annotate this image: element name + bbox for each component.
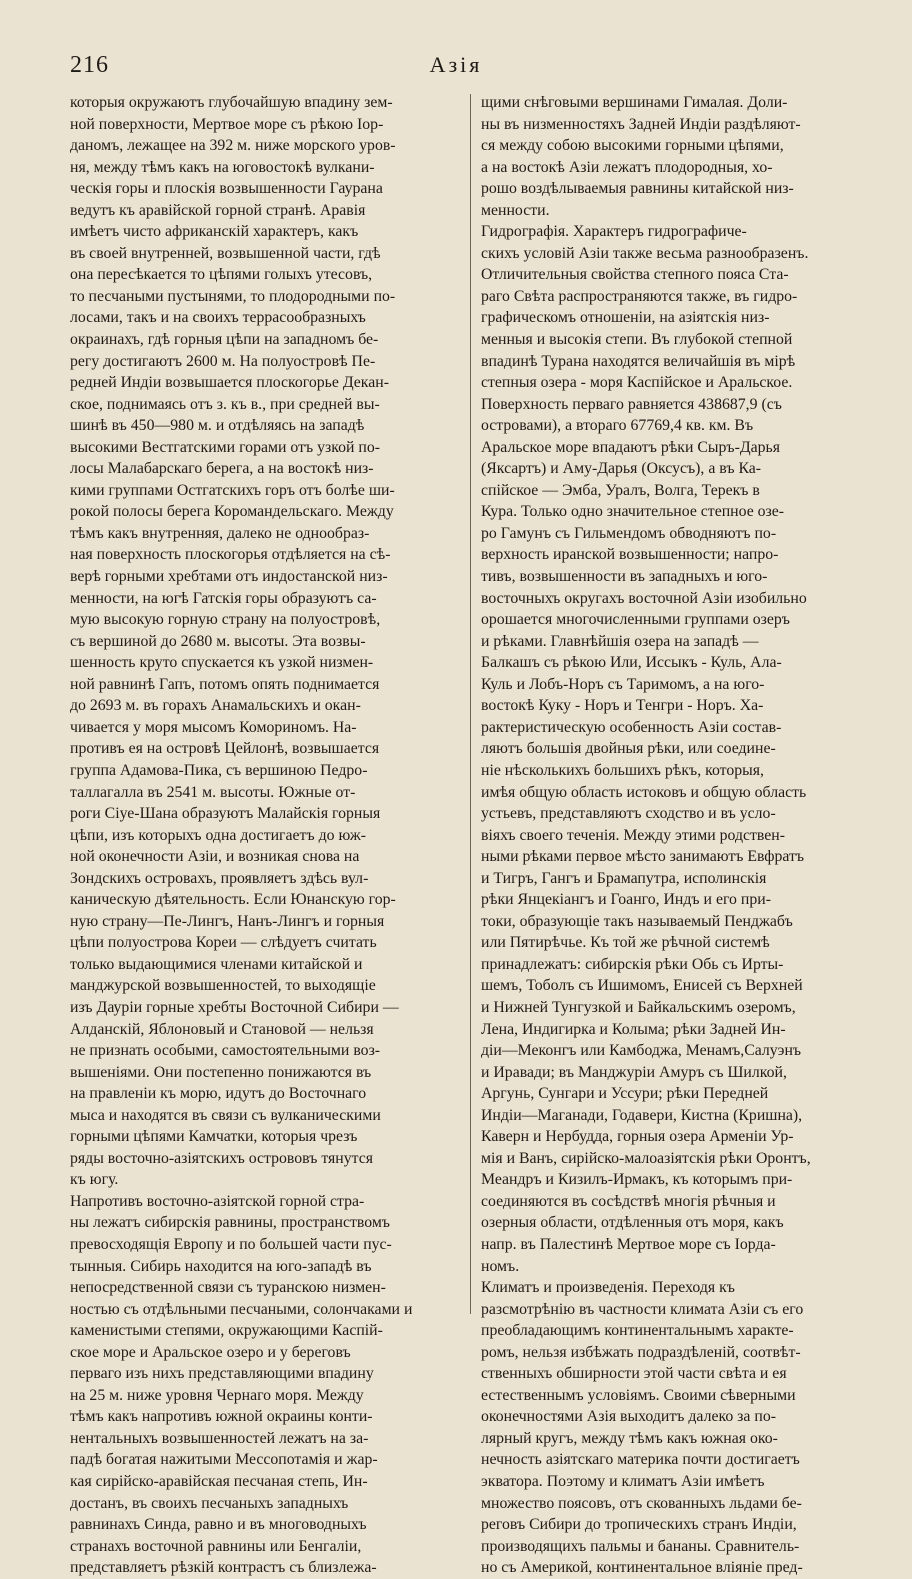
text-line: а на востокѣ Азіи лежатъ плодородныя, хо- bbox=[481, 158, 773, 176]
text-line: не признать особыми, самостоятельными воз- bbox=[70, 1042, 381, 1060]
text-line: чивается у моря мысомъ Комориномъ. На- bbox=[70, 718, 357, 736]
text-line: шемъ, Тоболъ съ Ишимомъ, Енисей съ Верхней bbox=[481, 977, 803, 995]
text-line: нентальныхъ возвышенностей лежатъ на за- bbox=[70, 1429, 369, 1447]
text-line: ны лежатъ сибирскія равнины, пространствомъ bbox=[70, 1214, 390, 1232]
text-line: и Нижней Тунгузкой и Байкальскимъ озеромъ, bbox=[481, 998, 796, 1016]
text-line: на правленіи къ морю, идутъ до Восточнаго bbox=[70, 1085, 367, 1103]
text-line: высокими Вестгатскими горами отъ узкой по- bbox=[70, 438, 381, 456]
text-line: но съ Америкой, континентальное вліяніе пред- bbox=[481, 1559, 803, 1577]
text-line: (Яксартъ) и Аму-Дарья (Оксусъ), а въ Ка- bbox=[481, 460, 762, 478]
text-line: превосходящія Европу и по большей части пус- bbox=[70, 1235, 392, 1253]
text-line: озерныя области, отдѣленныя отъ моря, какъ bbox=[481, 1214, 784, 1232]
text-line: принадлежатъ: сибирскія рѣки Обь съ Ирты- bbox=[481, 955, 784, 973]
text-line: шенность круто спускается къ узкой низмен- bbox=[70, 654, 374, 672]
text-line: она пересѣкается то цѣпями голыхъ утесовъ, bbox=[70, 266, 373, 284]
text-line: графическомъ отношеніи, на азіятскія низ- bbox=[481, 309, 770, 327]
text-line: непосредственной связи съ туранскою низмен- bbox=[70, 1279, 386, 1297]
text-line: напр. въ Палестинѣ Мертвое море съ Іорда- bbox=[481, 1235, 776, 1253]
text-line: даномъ, лежащее на 392 м. ниже морского уров- bbox=[70, 137, 396, 155]
text-line: мія и Ванъ, сирійско-малоазіятскія рѣки Оронтъ, bbox=[481, 1149, 811, 1167]
text-line: рошо воздѣлываемыя равнины китайской низ- bbox=[481, 180, 794, 198]
text-line: кими группами Остгатскихъ горъ отъ болѣе ши- bbox=[70, 481, 395, 499]
text-line: преобладающимъ континентальнымъ характе- bbox=[481, 1322, 794, 1340]
text-line: ское, поднимаясь отъ з. къ в., при средней вы- bbox=[70, 395, 380, 413]
text-line: Климатъ и произведенія. Переходя къ bbox=[481, 1279, 735, 1297]
text-line: окраинахъ, гдѣ горныя цѣпи на западномъ бе- bbox=[70, 331, 379, 349]
text-line: изъ Дауріи горные хребты Восточной Сибири — bbox=[70, 998, 399, 1016]
text-line: вышеніями. Они постепенно понижаются въ bbox=[70, 1063, 372, 1081]
text-line: каническую дѣятельность. Если Юнанскую гор- bbox=[70, 891, 396, 909]
text-line: Поверхность перваго равняется 438687,9 (съ bbox=[481, 395, 782, 413]
text-line: раго Свѣта распространяются также, въ гидро- bbox=[481, 287, 798, 305]
text-line: верѣ горными хребтами отъ индостанской низ- bbox=[70, 568, 388, 586]
text-line: Каверн и Нербудда, горныя озера Арменіи Ур- bbox=[481, 1128, 794, 1146]
text-line: соединяются въ сосѣдствѣ многія рѣчныя и bbox=[481, 1192, 776, 1210]
text-line: экватора. Поэтому и климатъ Азіи имѣетъ bbox=[481, 1473, 765, 1490]
text-line: мыса и находятся въ связи съ вулканическими bbox=[70, 1106, 381, 1124]
text-line: до 2693 м. въ горахъ Анамальскихъ и окан- bbox=[70, 697, 361, 715]
text-line: цѣпи полуострова Кореи — слѣдуетъ считать bbox=[70, 934, 377, 952]
text-line: ческія горы и плоскія возвышенности Гаурана bbox=[70, 180, 383, 198]
text-line: Аргунь, Сунгари и Уссури; рѣки Передней bbox=[481, 1085, 769, 1103]
text-line: ся между собою высокими горными цѣпями, bbox=[481, 137, 784, 155]
text-line: каменистыми степями, окружающими Каспій- bbox=[70, 1322, 383, 1340]
text-line: на 25 м. ниже уровня Чернаго моря. Между bbox=[70, 1386, 364, 1404]
text-line: Гидрографія. Характеръ гидрографиче- bbox=[481, 223, 747, 241]
text-line: то песчаными пустынями, то плодородными по- bbox=[70, 287, 396, 305]
text-line: ляютъ большія двойныя рѣки, или соедине- bbox=[481, 740, 776, 758]
column-divider bbox=[470, 94, 471, 1314]
page-number: 216 bbox=[70, 52, 109, 78]
running-title: Азія bbox=[429, 52, 483, 77]
text-line: которыя окружаютъ глубочайшую впадину зем- bbox=[70, 94, 393, 111]
text-line: ское море и Аральское озеро и у береговъ bbox=[70, 1343, 351, 1361]
text-line: ной поверхности, Мертвое море съ рѣкою Іор- bbox=[70, 115, 384, 133]
text-line: къ югу. bbox=[70, 1171, 119, 1189]
text-line: и Иравади; въ Манджуріи Амуръ съ Шилкой, bbox=[481, 1063, 787, 1081]
text-line: ностью съ отдѣльными песчаными, солончаками и bbox=[70, 1300, 413, 1318]
text-line: съ вершиной до 2680 м. высоты. Эта возвы- bbox=[70, 632, 366, 650]
text-line: группа Адамова-Пика, съ вершиною Педро- bbox=[70, 761, 368, 779]
text-line: тынныя. Сибирь находится на юго-западѣ въ bbox=[70, 1257, 372, 1275]
text-line: ной равнинѣ Гапъ, потомъ опять поднимается bbox=[70, 675, 380, 693]
text-line: восточныхъ округахъ восточной Азіи изобильно bbox=[481, 589, 807, 607]
text-line: степныя озера - моря Каспійское и Аральское. bbox=[481, 374, 793, 392]
text-line: Напротивъ восточно-азіятской горной стра- bbox=[70, 1192, 365, 1210]
text-line: въ своей внутренней, возвышенной части, гдѣ bbox=[70, 244, 381, 262]
text-line: реговъ Сибири до тропическихъ странъ Индіи, bbox=[481, 1516, 797, 1534]
text-line: цѣпи, изъ которыхъ одна достигаетъ до юж- bbox=[70, 826, 367, 844]
text-line: токи, образующіе такъ называемый Пенджабъ bbox=[481, 912, 793, 930]
text-line: ро Гамунъ съ Гильмендомъ обводняютъ по- bbox=[481, 524, 777, 542]
text-line: Отличительныя свойства степного пояса Ста- bbox=[481, 266, 789, 284]
text-line: и Тигръ, Гангъ и Брамапутра, исполинскія bbox=[481, 869, 767, 887]
text-line: оконечностями Азія выходитъ далеко за по- bbox=[481, 1408, 776, 1426]
text-line: представляетъ рѣзкій контрастъ съ близлежа- bbox=[70, 1559, 377, 1577]
text-line: ная поверхность плоскогорья отдѣляется на сѣ- bbox=[70, 546, 391, 564]
text-line: перваго изъ нихъ представляющими впадину bbox=[70, 1365, 374, 1383]
text-line: щими снѣговыми вершинами Гималая. Доли- bbox=[481, 94, 788, 111]
text-line: Меандръ и Кизилъ-Ирмакъ, къ которымъ при- bbox=[481, 1171, 793, 1189]
text-line: падѣ богатая нажитыми Мессопотамія и жар- bbox=[70, 1451, 378, 1469]
text-line: номъ. bbox=[481, 1257, 520, 1275]
text-line: производящихъ пальмы и бананы. Сравнитель- bbox=[481, 1537, 800, 1555]
text-line: впадинѣ Турана находятся величайшія въ мірѣ bbox=[481, 352, 796, 370]
text-line: менности, на югѣ Гатскія горы образуютъ са- bbox=[70, 589, 377, 607]
text-line: горными цѣпями Камчатки, которыя чрезъ bbox=[70, 1128, 358, 1146]
text-line: естественнымъ условіямъ. Своими сѣверными bbox=[481, 1386, 796, 1404]
text-line: странахъ восточной равнины или Бенгаліи, bbox=[70, 1537, 362, 1555]
text-line: востокѣ Куку - Норъ и Тенгри - Норъ. Ха- bbox=[481, 697, 764, 715]
text-line: имѣетъ чисто африканскій характеръ, какъ bbox=[70, 223, 359, 241]
text-line: шинѣ въ 450—980 м. и отдѣляясь на западѣ bbox=[70, 417, 365, 435]
text-line: Аральское море впадаютъ рѣки Сыръ-Дарья bbox=[481, 438, 781, 456]
text-line: скихъ условій Азіи также весьма разнообразенъ. bbox=[481, 244, 809, 262]
text-line: Кура. Только одно значительное степное озе- bbox=[481, 503, 785, 521]
text-line: Алданскій, Яблоновый и Становой — нельзя bbox=[70, 1020, 374, 1038]
text-line: верхность иранской возвышенности; напро- bbox=[481, 546, 779, 564]
text-line: рѣки Янцекіангъ и Гоанго, Индъ и его при- bbox=[481, 891, 771, 909]
text-line: манджурской возвышенностей, то выходящіе bbox=[70, 977, 376, 995]
text-line: мую высокую горную страну на полуостровѣ, bbox=[70, 611, 381, 629]
text-line: ромъ, нельзя избѣжать подраздѣленій, соотвѣт- bbox=[481, 1343, 801, 1361]
text-line: только выдающимися членами китайской и bbox=[70, 955, 363, 973]
text-line: ственныхъ обширности этой части свѣта и ея bbox=[481, 1365, 787, 1383]
text-line: менныя и высокія степи. Въ глубокой степной bbox=[481, 331, 793, 349]
text-line: ня, между тѣмъ какъ на юговостокѣ вулкани- bbox=[70, 158, 375, 176]
text-line: имѣя общую область истоковъ и общую область bbox=[481, 783, 807, 801]
text-line: кая сирійско-аравійская песчаная степь, Ин- bbox=[70, 1473, 368, 1490]
text-line: или Пятирѣчье. Къ той же рѣчной системѣ bbox=[481, 934, 770, 952]
text-line: и рѣками. Главнѣйшія озера на западѣ — bbox=[481, 632, 759, 650]
text-line: лярный кругъ, между тѣмъ какъ южная око- bbox=[481, 1429, 778, 1447]
text-line: рактеристическую особенность Азіи состав- bbox=[481, 718, 782, 736]
text-line: ряды восточно-азіятскихъ острововъ тянутся bbox=[70, 1149, 374, 1167]
text-line: рокой полосы берега Коромандельскаго. Между bbox=[70, 503, 394, 521]
text-line: устьевъ, представляютъ сходство и въ усло- bbox=[481, 805, 776, 823]
text-line: редней Индіи возвышается плоскогорье Декан- bbox=[70, 374, 389, 392]
text-line: тивъ, возвышенности въ западныхъ и юго- bbox=[481, 568, 768, 586]
text-line: достанъ, въ своихъ песчаныхъ западныхъ bbox=[70, 1494, 349, 1512]
text-line: віяхъ своего теченія. Между этими родствен- bbox=[481, 826, 785, 844]
text-line: Индіи—Маганади, Годавери, Кистна (Кришна), bbox=[481, 1106, 803, 1124]
text-line: ведутъ къ аравійской горной странѣ. Аравія bbox=[70, 201, 366, 219]
text-line: таллагалла въ 2541 м. высоты. Южные от- bbox=[70, 783, 356, 801]
text-line: орошается многочисленными группами озеръ bbox=[481, 611, 790, 629]
text-line: спійское — Эмба, Уралъ, Волга, Терекъ в bbox=[481, 481, 760, 499]
text-line: Куль и Лобъ-Норъ съ Таримомъ, а на юго- bbox=[481, 675, 765, 693]
text-line: противъ ея на островѣ Цейлонѣ, возвышается bbox=[70, 740, 380, 758]
text-line: разсмотрѣнію въ частности климата Азіи съ его bbox=[481, 1300, 804, 1318]
text-line: менности. bbox=[481, 201, 550, 219]
text-line: ніе нѣсколькихъ большихъ рѣкъ, которыя, bbox=[481, 761, 764, 779]
text-line: ными рѣками первое мѣсто занимаютъ Евфратъ bbox=[481, 848, 805, 866]
text-line: тѣмъ какъ внутренняя, далеко не однообраз- bbox=[70, 524, 370, 542]
text-line: равнинахъ Синда, равно и въ многоводныхъ bbox=[70, 1516, 367, 1534]
text-line: ную страну—Пе-Лингъ, Нанъ-Лингъ и горныя bbox=[70, 912, 385, 930]
text-line: регу достигаютъ 2600 м. На полуостровѣ Пе- bbox=[70, 352, 376, 370]
text-line: роги Сіуе-Шана образуютъ Малайскія горныя bbox=[70, 805, 381, 823]
text-line: множество поясовъ, отъ скованныхъ льдами бе- bbox=[481, 1494, 802, 1512]
text-line: ны въ низменностяхъ Задней Индіи раздѣляют- bbox=[481, 115, 801, 133]
text-line: лосами, такъ и на своихъ террасообразныхъ bbox=[70, 309, 366, 327]
text-line: Балкашъ съ рѣкою Или, Иссыкъ - Куль, Ала- bbox=[481, 654, 782, 672]
text-line: лосы Малабарскаго берега, а на востокѣ низ- bbox=[70, 460, 374, 478]
text-line: нечность азіятскаго материка почти достигаетъ bbox=[481, 1451, 800, 1469]
text-line: тѣмъ какъ напротивъ южной окраины конти- bbox=[70, 1408, 373, 1426]
text-line: діи—Меконгъ или Камбоджа, Менамъ,Салуэнъ bbox=[481, 1042, 802, 1060]
text-line: Лена, Индигирка и Колыма; рѣки Задней Ин- bbox=[481, 1020, 786, 1038]
text-line: Зондскихъ островахъ, проявляетъ здѣсь вул- bbox=[70, 869, 369, 887]
text-line: ной оконечности Азіи, и возникая снова на bbox=[70, 848, 360, 866]
text-line: островами), а втораго 67769,4 кв. км. Въ bbox=[481, 417, 754, 435]
